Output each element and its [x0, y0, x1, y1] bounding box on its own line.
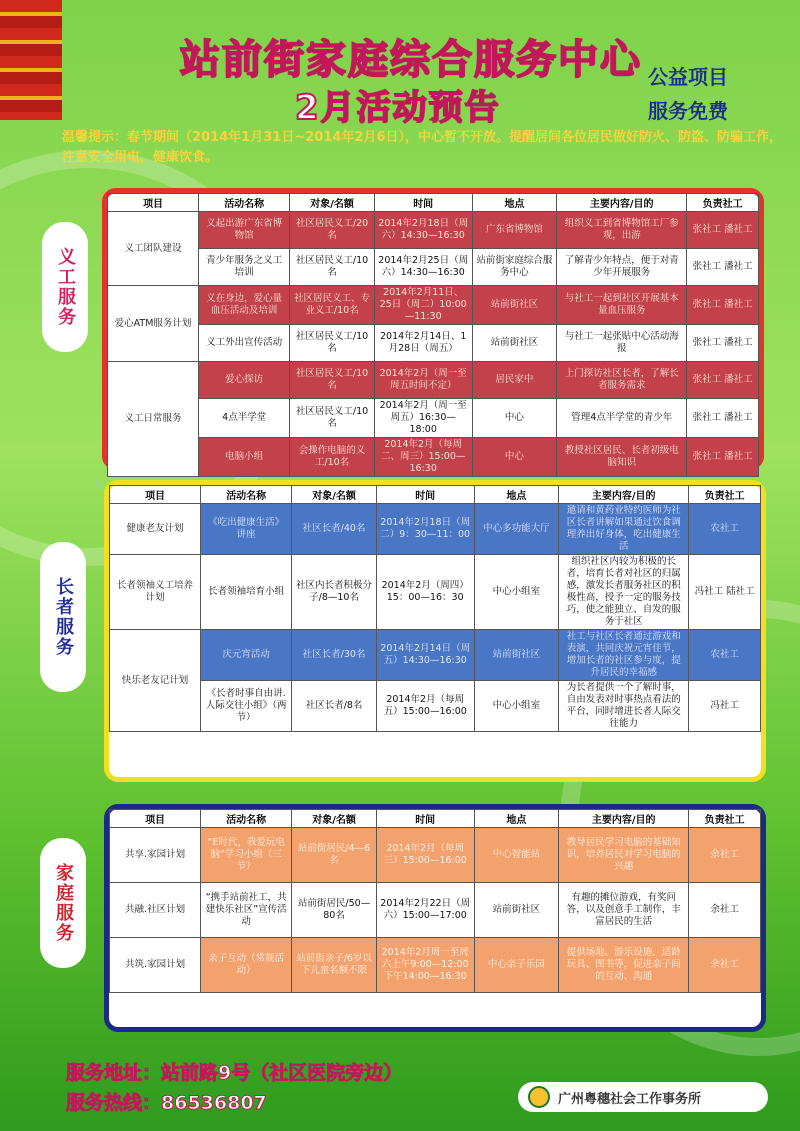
column-header: 对象/名额: [292, 810, 377, 828]
organization-name: 广州粤穗社会工作事务所: [558, 1091, 702, 1107]
table-row: [108, 438, 759, 477]
family-table: [109, 809, 761, 993]
column-header: 地点: [474, 486, 559, 504]
elderly-table: [109, 485, 761, 732]
project-cell: 长者领袖义工培养计划: [110, 555, 201, 630]
time-cell: 2014年2月（周一至周五）16:30—18:00: [374, 399, 472, 438]
project-cell: 义工团队建设: [108, 212, 199, 286]
column-header: 负责社工: [689, 810, 761, 828]
content-cell: 为长者提供一个了解时事，自由发表对时事热点看法的平台，同时增进长者人际交往能力: [559, 681, 689, 732]
staff-cell: 余社工: [689, 938, 761, 993]
content-cell: 社工与社区长者通过游戏和表演，共同庆祝元宵佳节，增加长者的社区参与度，提升居民的幸福感: [559, 630, 689, 681]
place-cell: 中心多功能大厅: [474, 504, 559, 555]
place-cell: 站前街社区: [474, 630, 559, 681]
column-header: 对象/名额: [290, 194, 375, 212]
content-cell: 提供场地、游乐设施、适龄玩具、图书等，促进亲子间的互动、沟通: [559, 938, 689, 993]
target-cell: 社区长者/8名: [292, 681, 377, 732]
target-cell: 站前街居民/4—6名: [292, 828, 377, 883]
name-cell: 4点半学堂: [199, 399, 290, 438]
staff-cell: 张社工 潘社工: [687, 212, 759, 249]
target-cell: 站前街亲子/6岁以下儿童名额不限: [292, 938, 377, 993]
time-cell: 2014年2月11日、25日（周二）10:00—11:30: [374, 286, 472, 325]
column-header: 时间: [374, 194, 472, 212]
content-cell: 教导居民学习电脑的基础知识，培养居民对学习电脑的兴趣: [559, 828, 689, 883]
target-cell: 社区居民义工/20名: [290, 212, 375, 249]
project-cell: 健康老友计划: [110, 504, 201, 555]
staff-cell: 余社工: [689, 828, 761, 883]
name-cell: 《吃出健康生活》讲座: [201, 504, 292, 555]
content-cell: 邀请和黄药业特约医师为社区长者讲解如果通过饮食调理养出好身体，吃出健康生活: [559, 504, 689, 555]
notice-text: 温馨提示：春节期间（2014年1月31日~2014年2月6日），中心暂不开放。提醒居间各位居民做好防火、防盗、防骗工作，注意安全用电，健康饮食。: [62, 130, 782, 165]
place-cell: 广东省博物馆: [472, 212, 557, 249]
table-row: [108, 362, 759, 399]
time-cell: 2014年2月（每周五）15:00—16:00: [376, 681, 474, 732]
column-header: 地点: [474, 810, 559, 828]
column-header: 项目: [110, 486, 201, 504]
place-cell: 中心小组室: [474, 555, 559, 630]
place-cell: 中心小组室: [474, 681, 559, 732]
place-cell: 站前街社区: [472, 286, 557, 325]
column-header: 地点: [472, 194, 557, 212]
column-header: 时间: [376, 810, 474, 828]
staff-cell: 张社工 潘社工: [687, 362, 759, 399]
content-cell: 了解青少年特点，便于对青少年开展服务: [557, 249, 687, 286]
page-subtitle: 2月活动预告: [295, 88, 501, 128]
content-cell: 与社工一起到社区开展基本量血压服务: [557, 286, 687, 325]
staff-cell: 冯社工: [689, 681, 761, 732]
slogan: [648, 60, 728, 128]
place-cell: 中心: [472, 399, 557, 438]
service-hotline: 服务热线：86536807: [66, 1092, 267, 1114]
name-cell: 爱心探访: [199, 362, 290, 399]
place-cell: 站前街社区: [474, 883, 559, 938]
lantern-decoration: [0, 0, 62, 120]
service-address: 服务地址：站前路9号（社区医院旁边）: [66, 1062, 403, 1084]
target-cell: 社区长者/30名: [292, 630, 377, 681]
content-cell: 与社工一起张贴中心活动海报: [557, 325, 687, 362]
table-row: [110, 681, 761, 732]
table-row: [108, 212, 759, 249]
target-cell: 社区居民义工/10名: [290, 399, 375, 438]
name-cell: 义在身边，爱心量血压活动及培训: [199, 286, 290, 325]
name-cell: 长者领袖培育小组: [201, 555, 292, 630]
volunteer-section: [102, 188, 764, 474]
slogan-line: 公益项目: [648, 65, 728, 89]
column-header: 项目: [110, 810, 201, 828]
table-row: [110, 828, 761, 883]
column-header: 主要内容/目的: [559, 486, 689, 504]
project-cell: 义工日常服务: [108, 362, 199, 477]
time-cell: 2014年2月（周一至周五时间不定）: [374, 362, 472, 399]
target-cell: 会操作电脑的义工/10名: [290, 438, 375, 477]
target-cell: 社区居民义工/10名: [290, 249, 375, 286]
name-cell: 庆元宵活动: [201, 630, 292, 681]
time-cell: 2014年2月周一至周六上午9:00—12:00下午14:00—16:30: [376, 938, 474, 993]
place-cell: 站前街社区: [472, 325, 557, 362]
organization-badge: [518, 1082, 768, 1112]
staff-cell: 张社工 潘社工: [687, 249, 759, 286]
project-cell: 快乐老友记计划: [110, 630, 201, 732]
table-row: [110, 938, 761, 993]
content-cell: 上门探访社区长者，了解长者服务需求: [557, 362, 687, 399]
section-tab-elderly: 长者服务: [40, 542, 86, 692]
target-cell: 社区居民义工、专业义工/10名: [290, 286, 375, 325]
name-cell: “携手站前社工，共建快乐社区”宣传活动: [201, 883, 292, 938]
name-cell: 青少年服务之义工培训: [199, 249, 290, 286]
column-header: 活动名称: [199, 194, 290, 212]
place-cell: 中心: [472, 438, 557, 477]
table-row: [108, 325, 759, 362]
staff-cell: 余社工: [689, 883, 761, 938]
staff-cell: 张社工 潘社工: [687, 286, 759, 325]
time-cell: 2014年2月14日（周五）14:30—16:30: [376, 630, 474, 681]
time-cell: 2014年2月18日（周二）9：30—11：00: [376, 504, 474, 555]
column-header: 时间: [376, 486, 474, 504]
slogan-line: 服务免费: [648, 99, 728, 123]
time-cell: 2014年2月（周四）15：00—16：30: [376, 555, 474, 630]
content-cell: 管理4点半学堂的青少年: [557, 399, 687, 438]
volunteer-table: [107, 193, 759, 477]
table-row: [110, 555, 761, 630]
staff-cell: 张社工 潘社工: [687, 438, 759, 477]
time-cell: 2014年2月（每周三）15:00—16:00: [376, 828, 474, 883]
table-row: [110, 630, 761, 681]
place-cell: 站前街家庭综合服务中心: [472, 249, 557, 286]
staff-cell: 张社工 潘社工: [687, 325, 759, 362]
target-cell: 社区长者/40名: [292, 504, 377, 555]
column-header: 主要内容/目的: [559, 810, 689, 828]
time-cell: 2014年2月14日、1月28日（周五）: [374, 325, 472, 362]
staff-cell: 冯社工 陆社工: [689, 555, 761, 630]
place-cell: 中心亲子乐园: [474, 938, 559, 993]
column-header: 主要内容/目的: [557, 194, 687, 212]
target-cell: 社区居民义工/10名: [290, 362, 375, 399]
column-header: 项目: [108, 194, 199, 212]
family-section: [104, 804, 766, 1032]
column-header: 负责社工: [687, 194, 759, 212]
project-cell: 共融.社区计划: [110, 883, 201, 938]
project-cell: 共享.家园计划: [110, 828, 201, 883]
project-cell: 共筑.家园计划: [110, 938, 201, 993]
column-header: 对象/名额: [292, 486, 377, 504]
elderly-section: [104, 480, 766, 782]
content-cell: 组织社区内较为积极的长者，培育长者对社区的归属感，激发长者服务社区的积极性高，授予一定的服务技巧，使之能独立、自发的服务于社区: [559, 555, 689, 630]
table-row: [110, 504, 761, 555]
name-cell: 《长者时事自由讲.人际交往小组》（两节）: [201, 681, 292, 732]
place-cell: 中心智能站: [474, 828, 559, 883]
table-row: [108, 286, 759, 325]
column-header: 活动名称: [201, 810, 292, 828]
time-cell: 2014年2月22日（周六）15:00—17:00: [376, 883, 474, 938]
target-cell: 站前街居民/50—80名: [292, 883, 377, 938]
place-cell: 居民家中: [472, 362, 557, 399]
table-row: [110, 883, 761, 938]
name-cell: “E时代，我爱玩电脑”学习小组（三节）: [201, 828, 292, 883]
staff-cell: 张社工 潘社工: [687, 399, 759, 438]
time-cell: 2014年2月18日（周六）14:30—16:30: [374, 212, 472, 249]
time-cell: 2014年2月（每周二、周三）15:00—16:30: [374, 438, 472, 477]
column-header: 活动名称: [201, 486, 292, 504]
page-title: 站前街家庭综合服务中心: [180, 37, 642, 83]
time-cell: 2014年2月25日（周六）14:30—16:30: [374, 249, 472, 286]
organization-logo-icon: [528, 1086, 550, 1108]
name-cell: 亲子互动（常规活动）: [201, 938, 292, 993]
section-tab-volunteer: 义工服务: [42, 222, 88, 352]
table-row: [108, 399, 759, 438]
name-cell: 义起出游广东省博物馆: [199, 212, 290, 249]
target-cell: 社区内长者积极分子/8—10名: [292, 555, 377, 630]
section-tab-family: 家庭服务: [40, 838, 86, 968]
name-cell: 电脑小组: [199, 438, 290, 477]
target-cell: 社区居民义工/10名: [290, 325, 375, 362]
staff-cell: 农社工: [689, 630, 761, 681]
table-row: [108, 249, 759, 286]
content-cell: 教授社区居民、长者初级电脑知识: [557, 438, 687, 477]
staff-cell: 农社工: [689, 504, 761, 555]
project-cell: 爱心ATM服务计划: [108, 286, 199, 362]
content-cell: 有趣的摊位游戏，有奖问答，以及创意手工制作，丰富居民的生活: [559, 883, 689, 938]
content-cell: 组织义工到省博物馆工厂参观，出游: [557, 212, 687, 249]
column-header: 负责社工: [689, 486, 761, 504]
name-cell: 义工外出宣传活动: [199, 325, 290, 362]
